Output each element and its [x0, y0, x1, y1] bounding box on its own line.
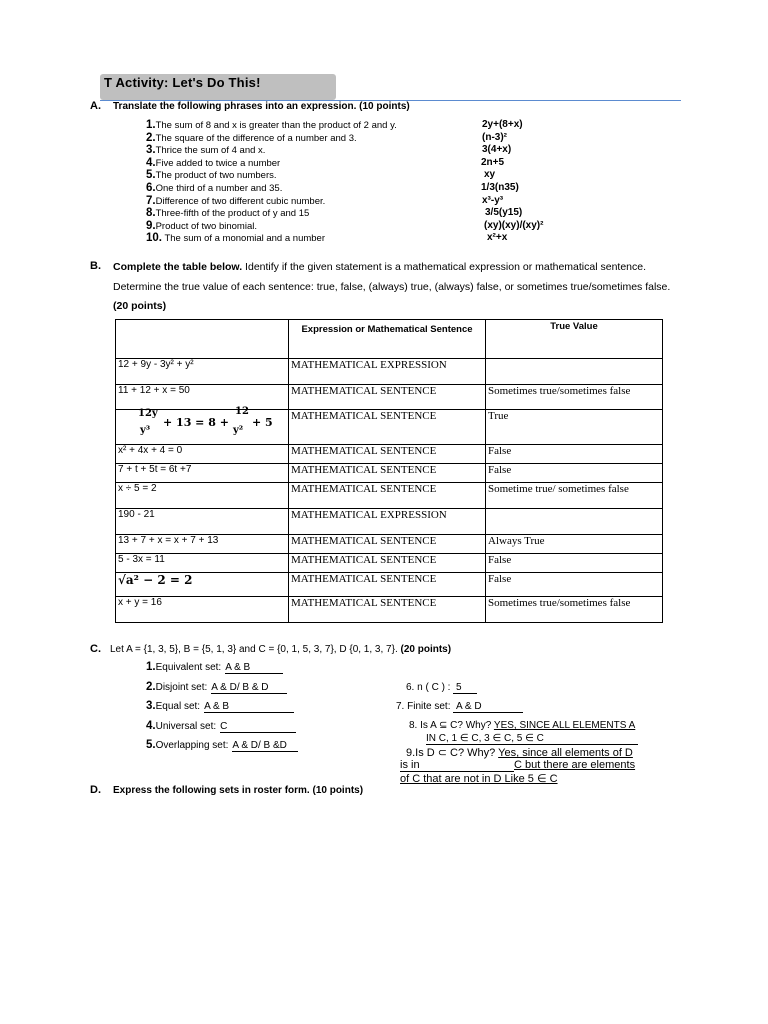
- table-row: [116, 359, 663, 385]
- section-b-lead: Complete the table below.: [113, 261, 243, 273]
- expression-cell: 190 - 21: [116, 509, 289, 535]
- expression-cell: x² + 4x + 4 = 0: [116, 445, 289, 464]
- expression-cell: 12y y³ + 13 = 8 + 12 y² + 5: [116, 410, 289, 445]
- true-value-cell: Sometimes true/sometimes false: [486, 597, 663, 623]
- c-item-7-label: 7. Finite set:: [396, 701, 451, 712]
- expression-cell: 7 + t + 5t = 6t +7: [116, 464, 289, 483]
- phrase-number: 1.: [146, 119, 156, 131]
- type-cell: MATHEMATICAL EXPRESSION: [289, 359, 486, 385]
- type-cell: MATHEMATICAL SENTENCE: [289, 535, 486, 554]
- header-true-value: True Value: [486, 320, 663, 359]
- c-item-8-label: 8. Is A ⊆ C? Why?: [409, 720, 492, 731]
- phrase-text: Thrice the sum of 4 and x.: [155, 145, 266, 157]
- expression-cell: 11 + 12 + x = 50: [116, 385, 289, 410]
- phrase-number: 4.: [146, 156, 156, 169]
- table-row: [116, 410, 663, 445]
- type-cell: MATHEMATICAL SENTENCE: [289, 554, 486, 573]
- header-expression: [116, 320, 289, 359]
- phrase-number: 3.: [146, 144, 156, 157]
- phrase-number: 5.: [146, 169, 156, 182]
- c-item-answer: A & D/ B & D: [211, 682, 287, 694]
- section-b-points: (20 points): [113, 300, 167, 312]
- section-c-given-text: Let A = {1, 3, 5}, B = {5, 1, 3} and C = {0, 1, 5, 3, 7}, D {0, 1, 3, 7}.: [110, 644, 401, 655]
- type-cell: MATHEMATICAL SENTENCE: [289, 597, 486, 623]
- answer-item: 3(4+x): [482, 144, 512, 156]
- section-d-letter: D.: [90, 784, 101, 796]
- section-c-letter: C.: [90, 643, 101, 655]
- type-cell: MATHEMATICAL EXPRESSION: [289, 509, 486, 535]
- section-a-letter: A.: [90, 100, 101, 112]
- c-item-9-line3: [400, 772, 558, 785]
- table-row: [116, 573, 663, 597]
- answer-item: 1/3(n35): [481, 181, 519, 193]
- true-value-cell: Sometime true/ sometimes false: [486, 483, 663, 509]
- c-item-label: Disjoint set:: [155, 682, 208, 693]
- answer-item: (n-3)²: [482, 131, 507, 143]
- c-item-7-answer: A & D: [453, 701, 523, 713]
- type-cell: MATHEMATICAL SENTENCE: [289, 573, 486, 597]
- expression-cell: 5 - 3x = 11: [116, 554, 289, 573]
- true-value-cell: False: [486, 573, 663, 597]
- phrase-text: Difference of two different cubic number.: [155, 195, 326, 207]
- answer-item: xy: [484, 169, 496, 181]
- c-item-answer: A & D/ B &D: [232, 740, 298, 752]
- answer-item: x³-y³: [482, 194, 504, 206]
- c-item-number: 2.: [146, 681, 156, 693]
- phrase-text: The square of the difference of a number and 3.: [155, 132, 357, 144]
- c-item-9-label: 9.Is D ⊂ C? Why?: [406, 747, 496, 759]
- phrase-text: One third of a number and 35.: [155, 182, 283, 194]
- table-row: [116, 535, 663, 554]
- expression-cell: x + y = 16: [116, 597, 289, 623]
- c-item-9-answer-line2b: C but there are elements: [514, 759, 636, 771]
- c-item-9: [406, 746, 633, 759]
- c-item-9-answer-line2: is in: [400, 760, 514, 772]
- c-item-9-answer-line3: of C that are not in D Like 5 ∈ C: [400, 773, 558, 785]
- header-type: Expression or Mathematical Sentence: [289, 320, 486, 359]
- section-b-body: Identify if the given statement is a mathematical expression or mathematical sentence. Determine the true value of each sentence: true, false, (always) true, (always) false, or sometimes true/sometimes false.: [113, 261, 671, 293]
- c-item-number: 5.: [146, 739, 156, 751]
- phrase-number: 8.: [146, 207, 156, 220]
- expression-cell: √a² − 2 = 2: [116, 573, 289, 597]
- expression-cell: 13 + 7 + x = x + 7 + 13: [116, 535, 289, 554]
- phrase-text: The product of two numbers.: [155, 170, 277, 182]
- c-item-number: 1.: [146, 661, 156, 673]
- c-item-2: [146, 681, 287, 694]
- true-value-cell: Always True: [486, 535, 663, 554]
- c-item-label: Equal set:: [155, 701, 201, 712]
- table-row: [116, 385, 663, 410]
- phrase-number: 2.: [146, 131, 156, 144]
- c-item-8-cont: [426, 733, 638, 745]
- c-item-6-label: 6. n ( C ) :: [406, 682, 451, 693]
- activity-title: T Activity: Let's Do This!: [104, 75, 261, 90]
- table-row: [116, 509, 663, 535]
- c-item-answer: C: [220, 721, 296, 733]
- phrase-number: 6.: [146, 181, 156, 194]
- table-row: [116, 464, 663, 483]
- expression-cell: 12 + 9y - 3y² + y²: [116, 359, 289, 385]
- true-value-cell: True: [486, 410, 663, 445]
- c-item-label: Overlapping set:: [155, 740, 229, 751]
- c-item-answer: A & B: [204, 701, 294, 713]
- phrase-number: 9.: [146, 219, 156, 232]
- c-item-8-answer-line2: IN C, 1 ∈ C, 3 ∈ C, 5 ∈ C: [426, 733, 638, 745]
- true-value-cell: False: [486, 445, 663, 464]
- answer-item: (xy)(xy)/(xy)²: [484, 219, 544, 231]
- c-item-9-answer-line1: Yes, since all elements of D: [498, 747, 633, 759]
- c-item-6-answer: 5: [453, 682, 477, 694]
- section-c-given: [110, 644, 451, 655]
- c-item-label: Equivalent set:: [155, 662, 222, 673]
- phrase-text: The sum of 8 and x is greater than the product of 2 and y.: [155, 120, 397, 131]
- answer-item: 3/5(y15): [485, 207, 523, 219]
- c-item-9-line2: [400, 759, 635, 772]
- phrase-number: 10.: [146, 232, 162, 245]
- c-item-answer: A & B: [225, 662, 283, 674]
- type-cell: MATHEMATICAL SENTENCE: [289, 410, 486, 445]
- table-row: [116, 597, 663, 623]
- true-value-cell: [486, 359, 663, 385]
- section-a-answer-list: [480, 119, 543, 245]
- table-row: [116, 554, 663, 573]
- c-item-1: [146, 661, 283, 674]
- c-item-label: Universal set:: [155, 721, 217, 732]
- c-item-8-answer-line1: YES, SINCE ALL ELEMENTS A: [493, 720, 636, 731]
- section-c-points: (20 points): [400, 644, 452, 655]
- true-value-cell: False: [486, 554, 663, 573]
- c-item-6: [406, 682, 477, 694]
- phrase-text: Three-fifth of the product of y and 15: [155, 208, 310, 220]
- phrase-text: Five added to twice a number: [155, 157, 281, 169]
- c-item-7: [396, 701, 523, 713]
- c-item-number: 4.: [146, 720, 156, 732]
- c-item-3: [146, 700, 294, 713]
- phrase-number: 7.: [146, 194, 156, 207]
- phrase-text: The sum of a monomial and a number: [162, 233, 325, 245]
- section-b-letter: B.: [90, 260, 101, 272]
- true-value-cell: Sometimes true/sometimes false: [486, 385, 663, 410]
- answer-item: x²+x: [487, 232, 508, 244]
- expression-cell: x ÷ 5 = 2: [116, 483, 289, 509]
- true-value-cell: [486, 509, 663, 535]
- section-a-instruction: Translate the following phrases into an expression. (10 points): [113, 101, 410, 112]
- section-b-instruction: [113, 258, 678, 317]
- type-cell: MATHEMATICAL SENTENCE: [289, 385, 486, 410]
- section-d-instruction: Express the following sets in roster form. (10 points): [113, 785, 364, 796]
- type-cell: MATHEMATICAL SENTENCE: [289, 483, 486, 509]
- c-item-4: [146, 720, 296, 733]
- phrase-text: Product of two binomial.: [155, 220, 257, 232]
- c-item-number: 3.: [146, 700, 156, 712]
- answer-item: 2y+(8+x): [482, 119, 523, 130]
- table-row: [116, 445, 663, 464]
- c-item-5: [146, 739, 298, 752]
- table-row: [116, 483, 663, 509]
- c-item-8: [409, 720, 635, 731]
- answer-item: 2n+5: [481, 156, 505, 168]
- type-cell: MATHEMATICAL SENTENCE: [289, 464, 486, 483]
- true-value-cell: False: [486, 464, 663, 483]
- table-header-row: [116, 320, 663, 359]
- expression-table: [115, 319, 663, 623]
- type-cell: MATHEMATICAL SENTENCE: [289, 445, 486, 464]
